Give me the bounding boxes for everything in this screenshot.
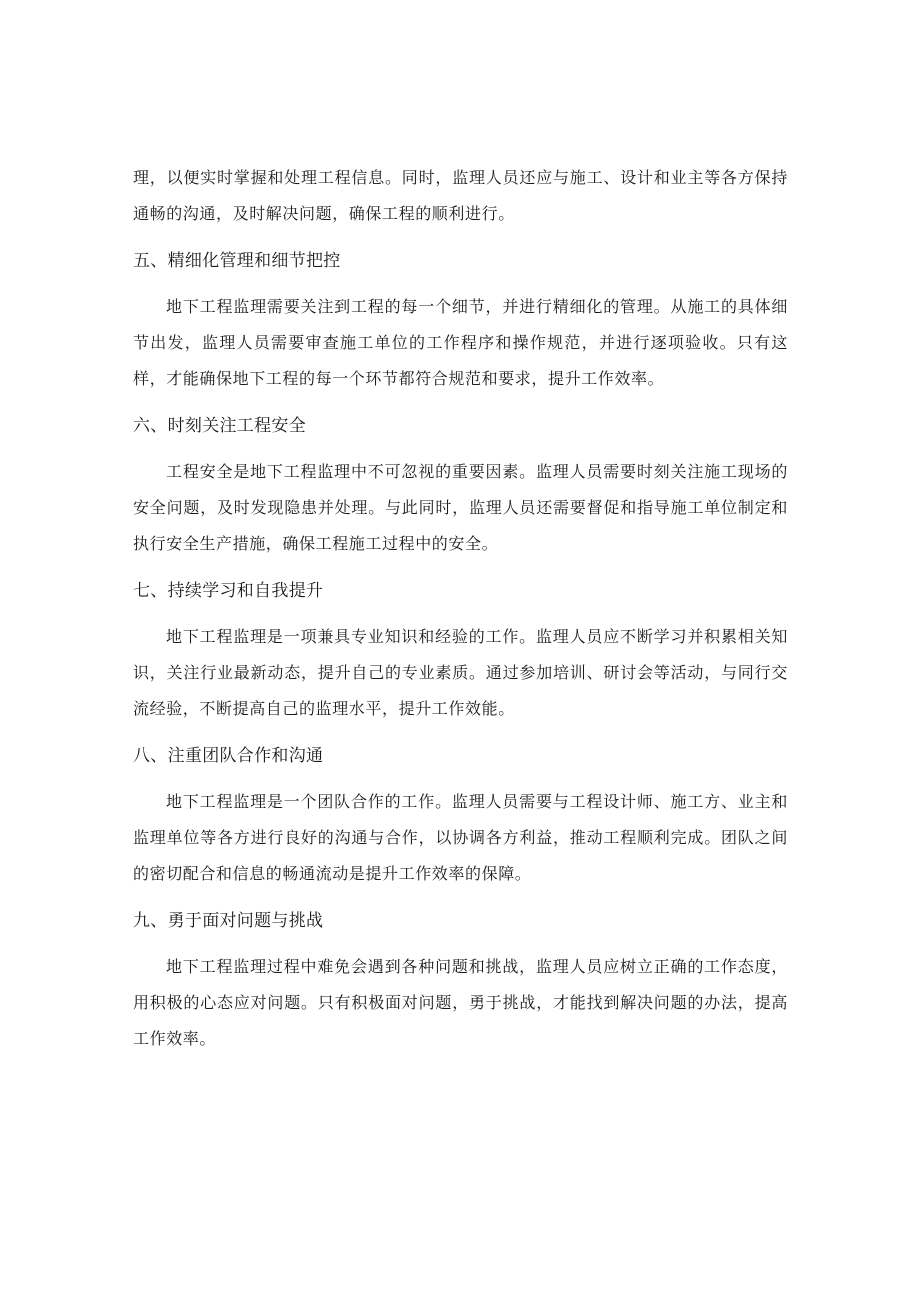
section-paragraph: 地下工程监理是一项兼具专业知识和经验的工作。监理人员应不断学习并积累相关知识，关注行业最新动态，提升自己的专业素质。通过参加培训、研讨会等活动，与同行交流经验，不断提高自己的监理水平，提升工作效能。 <box>133 627 788 718</box>
section-heading: 五、精细化管理和细节把控 <box>133 251 341 271</box>
section-heading: 八、注重团队合作和沟通 <box>133 746 324 766</box>
intro-paragraph: 理，以便实时掌握和处理工程信息。同时，监理人员还应与施工、设计和业主等各方保持通畅的沟通，及时解决问题，确保工程的顺利进行。 <box>133 168 788 223</box>
section-paragraph: 地下工程监理需要关注到工程的每一个细节，并进行精细化的管理。从施工的具体细节出发，监理人员需要审查施工单位的工作程序和操作规范，并进行逐项验收。只有这样，才能确保地下工程的每一个环节都符合规范和要求，提升工作效率。 <box>133 297 788 388</box>
section-8 <box>133 744 788 892</box>
section-6 <box>133 414 788 562</box>
section-heading: 七、持续学习和自我提升 <box>133 581 324 601</box>
section-9 <box>133 909 788 1057</box>
section-paragraph: 工程安全是地下工程监理中不可忽视的重要因素。监理人员需要时刻关注施工现场的安全问题，及时发现隐患并处理。与此同时，监理人员还需要督促和指导施工单位制定和执行安全生产措施，确保工程施工过程中的安全。 <box>133 462 788 553</box>
document-content <box>133 160 788 1057</box>
section-paragraph: 地下工程监理过程中难免会遇到各种问题和挑战，监理人员应树立正确的工作态度，用积极的心态应对问题。只有积极面对问题，勇于挑战，才能找到解决问题的办法，提高工作效率。 <box>133 957 788 1048</box>
section-heading: 九、勇于面对问题与挑战 <box>133 911 324 931</box>
section-5 <box>133 249 788 397</box>
section-7 <box>133 579 788 727</box>
section-paragraph: 地下工程监理是一个团队合作的工作。监理人员需要与工程设计师、施工方、业主和监理单位等各方进行良好的沟通与合作，以协调各方利益，推动工程顺利完成。团队之间的密切配合和信息的畅通流动是提升工作效率的保障。 <box>133 792 788 883</box>
section-heading: 六、时刻关注工程安全 <box>133 416 306 436</box>
